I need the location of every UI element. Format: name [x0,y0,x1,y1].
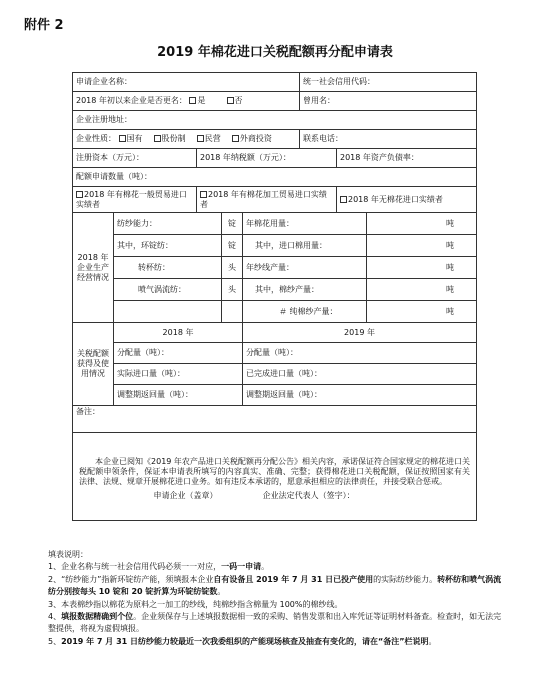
prod-left-unit: 头 [222,257,243,279]
debt-ratio-field[interactable]: 2018 年资产负债率： [337,149,477,168]
former-name-field[interactable]: 曾用名： [300,92,477,111]
quota-2019-allocated[interactable]: 分配量（吨）： [243,343,477,364]
prod-left-unit: 头 [222,279,243,301]
state-owned-checkbox[interactable] [119,135,126,142]
prod-right-label: 年纱线产量： [243,257,367,279]
no-label: 否 [234,96,243,105]
prod-right-label: 年棉花用量： [243,213,367,235]
prod-right-unit: 吨 [367,301,477,323]
declaration-text: 本企业已阅知《2019 年农产品进口关税配额再分配公告》相关内容，承诺保证符合国家规定的棉花进口关税配额申领条件，保证本申请表所填写的内容真实、准确、完整；获得棉花进口关税配额，保证按照国家有关法律、法规、规章开展棉花进口业务。如有违反本承诺的，愿意承担相应的法律责任，并接受联合惩戒。 [79,456,471,486]
trade-processing-option[interactable] [197,187,337,213]
prod-left-empty [114,301,222,323]
prod-right-unit: 吨 [367,257,477,279]
prod-right-label: 其中，棉纱产量： [243,279,367,301]
prod-left-empty-unit [222,301,243,323]
trade-general-checkbox[interactable] [76,191,83,198]
nature-opt-label: 股份制 [161,134,186,143]
remark-field[interactable]: 备注： [73,406,477,433]
quota-2019-imported[interactable]: 已完成进口量（吨）： [243,364,477,385]
prod-right-label: ＃ 纯棉纱产量： [243,301,367,323]
registered-capital-field[interactable]: 注册资本（万元）： [73,149,197,168]
trade-general-label: 2018 年有棉花一般贸易进口实绩者 [76,189,187,209]
tax-2018-field[interactable]: 2018 年纳税额（万元）： [197,149,337,168]
note-item: 1、企业名称与统一社会信用代码必须一一对应，一码一申请。 [48,562,270,572]
applicant-seal-label: 申请企业（盖章） [153,490,218,500]
nature-opt-label: 民营 [204,134,221,143]
trade-processing-label: 2018 年有棉花加工贸易进口实绩者 [200,189,327,209]
quota-section-label: 关税配额获得及使用情况 [73,323,114,406]
attachment-label: 附件 2 [24,18,64,33]
note-item: 3、本表棉纱指以棉花为原料之一加工的纱线，纯棉纱指含棉量为 100%的棉纱线。 [48,599,343,609]
prod-right-label: 其中，进口棉用量： [243,235,367,257]
signature-line [79,491,470,501]
prod-right-unit: 吨 [367,213,477,235]
trade-none-checkbox[interactable] [340,196,347,203]
prod-left-unit: 锭 [222,213,243,235]
legal-rep-sign-label: 企业法定代表人（签字）： [262,490,355,500]
prod-right-unit: 吨 [367,279,477,301]
no-checkbox[interactable] [227,97,234,104]
name-change-label: 2018 年初以来企业是否更名： [76,96,187,105]
private-checkbox[interactable] [197,135,204,142]
foreign-invested-checkbox[interactable] [232,135,239,142]
address-field[interactable]: 企业注册地址： [73,111,477,130]
yes-checkbox[interactable] [189,97,196,104]
year-2018-header: 2018 年 [114,323,243,343]
prod-left-label: 喷气涡流纺： [114,279,222,301]
trade-none-label: 2018 年无棉花进口实绩者 [348,194,443,204]
notes-heading: 填表说明： [48,550,88,559]
declaration-cell [73,433,477,521]
quota-2018-returned[interactable]: 调整期返回量（吨）： [114,385,243,406]
nature-opt-label: 外商投资 [239,134,272,143]
note-item: 4、填报数据精确到个位。企业须保存与上述填报数据相一致的采购、销售发票和出入库凭证等证明材料备查。检查时，如无法完整提供，将视为虚假填报。 [48,611,502,634]
prod-left-label: 纺纱能力： [114,213,222,235]
year-2019-header: 2019 年 [243,323,477,343]
fill-instructions [48,549,508,648]
trade-processing-checkbox[interactable] [200,191,207,198]
prod-left-label: 转杯纺： [114,257,222,279]
nature-row [73,130,300,149]
note-item: 5、2019 年 7 月 31 日纺纱能力较最近一次我委组织的产能现场核查及抽查有变化的，请在“备注”栏说明。 [48,636,437,646]
production-section-label: 2018 年企业生产经营情况 [73,213,114,323]
credit-code-field[interactable]: 统一社会信用代码： [300,73,477,92]
quota-2018-imported[interactable]: 实际进口量（吨）： [114,364,243,385]
trade-none-option[interactable] [337,187,477,213]
application-form-table [72,72,477,521]
prod-left-unit: 锭 [222,235,243,257]
name-change-question [73,92,300,111]
quota-2019-returned[interactable]: 调整期返回量（吨）： [243,385,477,406]
form-title: 2019 年棉花进口关税配额再分配申请表 [157,45,393,60]
joint-stock-checkbox[interactable] [154,135,161,142]
trade-general-option[interactable] [73,187,197,213]
quota-2018-allocated[interactable]: 分配量（吨）： [114,343,243,364]
nature-opt-label: 国有 [126,134,143,143]
note-item: 2、“纺纱能力”指新环锭纺产能，须填报本企业自有设备且 2019 年 7 月 31 日已投产使用的实际纺纱能力。转杯纺和喷气涡流纺分别按每头 10 锭和 20 锭折算为环锭纺锭数。 [48,574,502,597]
company-name-field[interactable]: 申请企业名称： [73,73,300,92]
yes-label: 是 [197,96,206,105]
prod-right-unit: 吨 [367,235,477,257]
quota-quantity-field[interactable]: 配额申请数量（吨）： [73,168,477,187]
nature-label: 企业性质： [76,134,116,143]
prod-left-label: 其中，环锭纺： [114,235,222,257]
phone-field[interactable]: 联系电话： [300,130,477,149]
